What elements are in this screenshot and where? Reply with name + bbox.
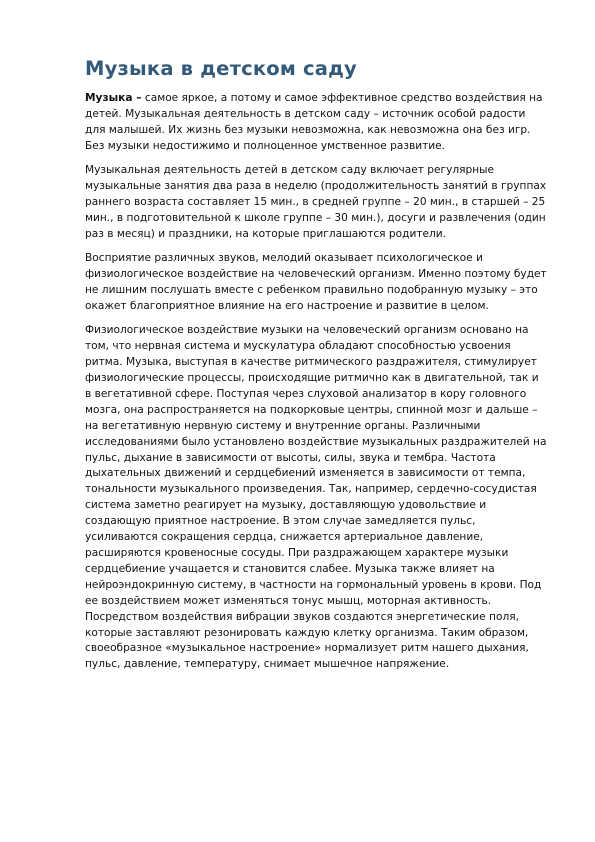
paragraph-lead: Музыка – bbox=[85, 92, 142, 104]
paragraph-text: самое яркое, а потому и самое эффективное средство воздействия на детей. Музыкальная деятельность в детском саду – источник особой радости для малышей. Их жизнь без музыки невозможна, как невозможна она без игр. Без музыки недостижимо и полноценное умственное развитие. bbox=[85, 92, 543, 152]
paragraph-physiology: Физиологическое воздействие музыки на человеческий организм основано на том, что нервная система и мускулатура обладают способностью усвоения ритма. Музыка, выступая в качестве ритмического раздражителя, стимулирует физиологические процессы, происходящие ритмично как в двигательной, так и в вегетативной сфере. Поступая через слуховой анализатор в кору головного мозга, она распространяется на подкорковые центры, спинной мозг и дальше – на вегетативную нервную систему и внутренние органы. Различными исследованиями было установлено воздействие музыкальных раздражителей на пульс, дыхание в зависимости от высоты, силы, звука и тембра. Частота дыхательных движений и сердцебиений изменяется в зависимости от темпа, тональности музыкального произведения. Так, например, сердечно-сосудистая система заметно реагирует на музыку, доставляющую удовольствие и создающую приятное настроение. В этом случае замедляется пульс, усиливаются сокращения сердца, снижается артериальное давление, расширяются кровеносные сосуды. При раздражающем характере музыки сердцебиение учащается и становится слабее. Музыка также влияет на нейроэндокринную систему, в частности на гормональный уровень в крови. Под ее воздействием может изменяться тонус мышц, моторная активность. Посредством воздействия вибрации звуков создаются энергетические поля, которые заставляют резонировать каждую клетку организма. Таким образом, своеобразное «музыкальное настроение» нормализует ритм нашего дыхания, пульс, давление, температуру, снимает мышечное напряжение. bbox=[85, 324, 547, 671]
paragraph-activities: Музыкальная деятельность детей в детском саду включает регулярные музыкальные занятия два раза в неделю (продолжительность занятий в группах раннего возраста составляет 15 мин., в средней группе – 20 мин., в старшей – 25 мин., в подготовительной к школе группе – 30 мин.), досуги и развлечения (один раз в месяц) и праздники, на которые приглашаются родители. bbox=[85, 164, 547, 240]
paragraph-intro bbox=[85, 91, 548, 155]
paragraph-perception: Восприятие различных звуков, мелодий оказывает психологическое и физиологическое воздействие на человеческий организм. Именно поэтому будет не лишним послушать вместе с ребенком правильно подобранную музыку – это окажет благоприятное влияние на его настроение и развитие в целом. bbox=[85, 252, 547, 312]
page-title: Музыка в детском саду bbox=[85, 57, 357, 80]
